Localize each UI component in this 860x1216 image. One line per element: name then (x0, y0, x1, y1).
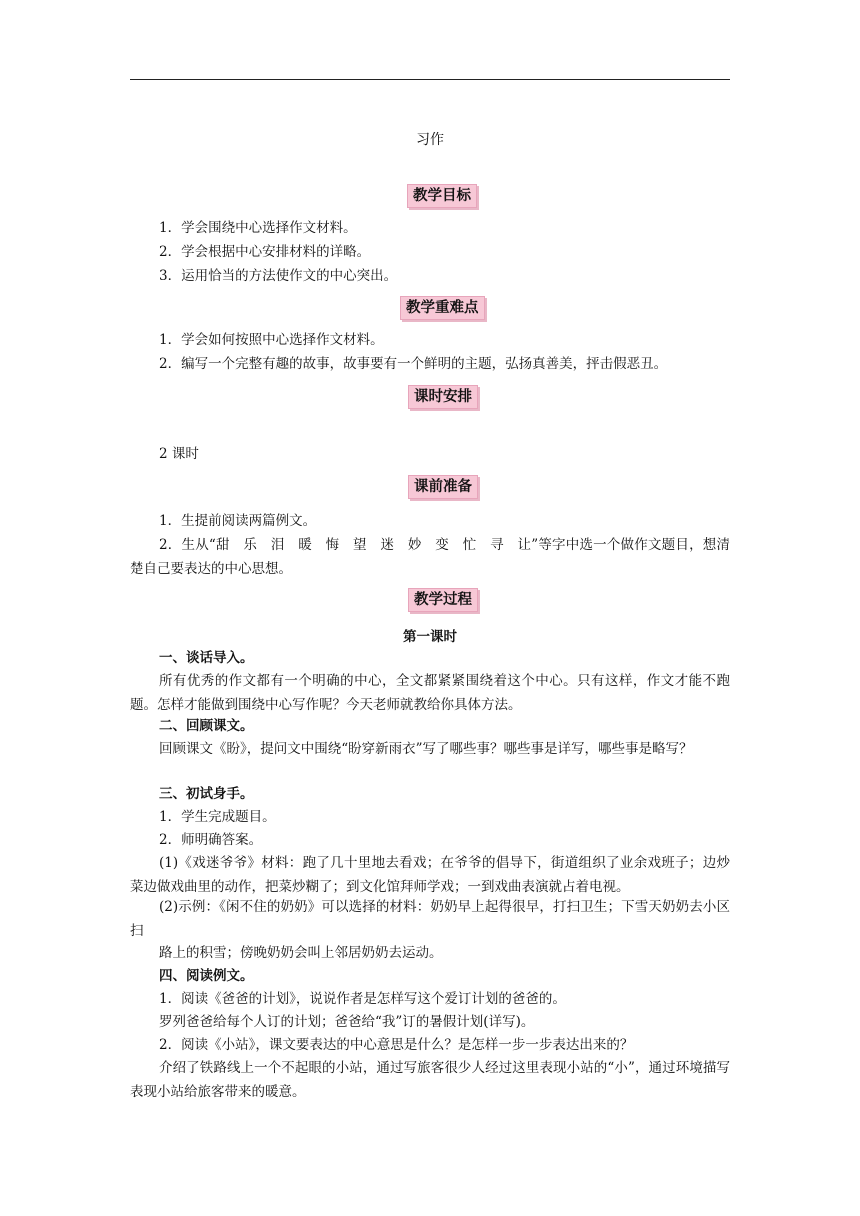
paragraph: 2．阅读《小站》，课文要表达的中心意思是什么？是怎样一步一步表达出来的？ (159, 1037, 634, 1053)
schedule-text: 2 课时 (159, 446, 199, 462)
paragraph: (1)《戏迷爷爷》材料：跑了几十里地去看戏；在爷爷的倡导下，街道组织了业余戏班子；边炒菜边做戏曲里的动作，把菜炒糊了；到文化馆拜师学戏；一到戏曲表演就占着电视。 (130, 855, 730, 895)
paragraph: 路上的积雪；傍晚奶奶会叫上邻居奶奶去运动。 (159, 945, 443, 961)
paragraph: 2．师明确答案。 (159, 832, 263, 848)
key-point-item: 2．编写一个完整有趣的故事，故事要有一个鲜明的主题，弘扬真善美，抨击假恶丑。 (159, 356, 668, 372)
prep-item: 2．生从“甜 乐 泪 暖 悔 望 迷 妙 变 忙 寻 让”等字中选一个做作文题目，想清楚自己要表达的中心思想。 (130, 537, 730, 577)
section-heading: 四、阅读例文。 (159, 968, 254, 984)
goal-item: 1．学会围绕中心选择作文材料。 (159, 220, 357, 236)
page-title: 习作 (416, 132, 444, 148)
prep-heading: 课前准备 (408, 475, 478, 499)
goal-item: 3．运用恰当的方法使作文的中心突出。 (159, 268, 398, 284)
paragraph: 1．学生完成题目。 (159, 809, 276, 825)
header-rule (130, 79, 730, 80)
paragraph: 介绍了铁路线上一个不起眼的小站，通过写旅客很少人经过这里表现小站的“小”，通过环境描写表现小站给旅客带来的暖意。 (130, 1060, 730, 1100)
paragraph: 所有优秀的作文都有一个明确的中心，全文都紧紧围绕着这个中心。只有这样，作文才能不跑题。怎样才能做到围绕中心写作呢？今天老师就教给你具体方法。 (130, 673, 730, 713)
section-heading: 一、谈话导入。 (159, 650, 254, 666)
lesson-title: 第一课时 (403, 629, 457, 645)
paragraph: 1．阅读《爸爸的计划》，说说作者是怎样写这个爱订计划的爸爸的。 (159, 991, 566, 1007)
prep-item: 1．生提前阅读两篇例文。 (159, 513, 317, 529)
goals-heading: 教学目标 (407, 184, 477, 208)
key-points-heading: 教学重难点 (400, 296, 485, 320)
key-point-item: 1．学会如何按照中心选择作文材料。 (159, 332, 384, 348)
paragraph: (2)示例：《闲不住的奶奶》可以选择的材料：奶奶早上起得很早，打扫卫生；下雪天奶奶去小区扫 (130, 899, 730, 939)
section-heading: 二、回顾课文。 (159, 718, 254, 734)
paragraph: 罗列爸爸给每个人订的计划；爸爸给“我”订的暑假计划(详写)。 (159, 1014, 535, 1030)
section-heading: 三、初试身手。 (159, 786, 254, 802)
schedule-heading: 课时安排 (408, 385, 478, 409)
goal-item: 2．学会根据中心安排材料的详略。 (159, 244, 371, 260)
paragraph: 回顾课文《盼》，提问文中围绕“盼穿新雨衣”写了哪些事？哪些事是详写，哪些事是略写？ (159, 741, 693, 757)
process-heading: 教学过程 (408, 588, 478, 612)
